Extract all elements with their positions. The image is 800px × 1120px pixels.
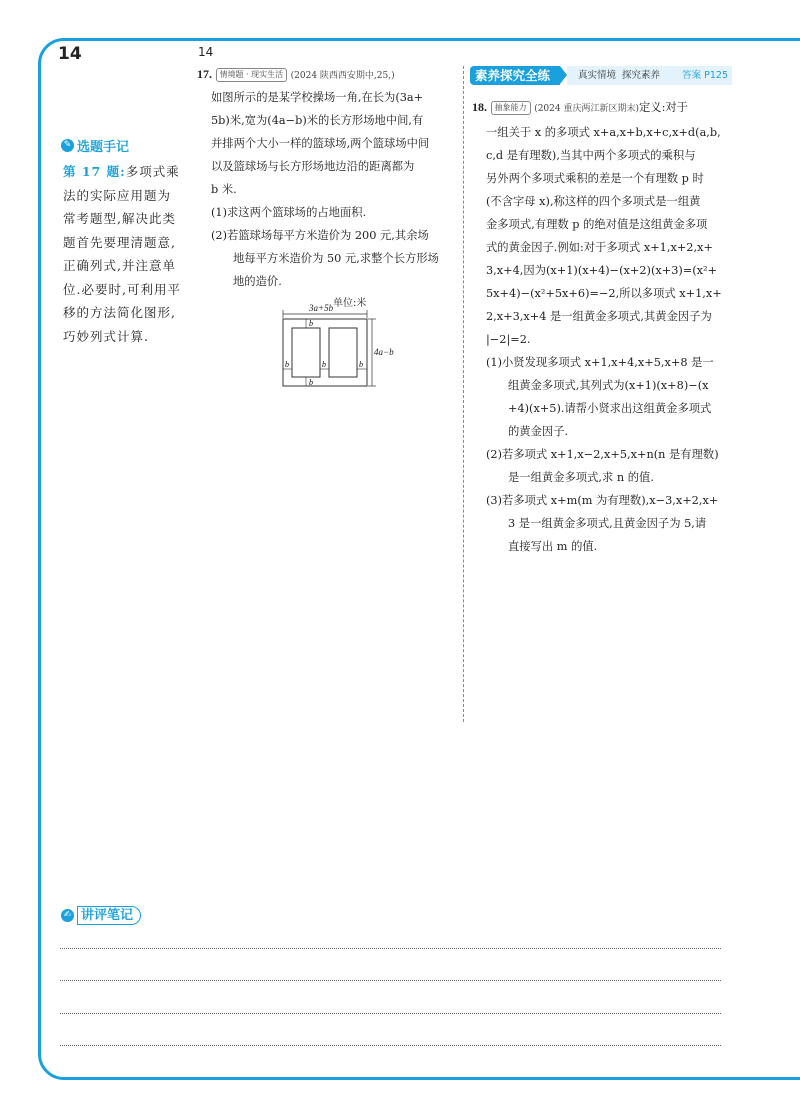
chevron-right-icon [560, 66, 567, 84]
q18-tag: 抽象能力 [491, 101, 531, 115]
sidebar-label: 第 17 题: [63, 164, 126, 179]
page-number: 14 [58, 44, 82, 64]
sidebar-text: 多项式乘法的实际应用题为常考题型,解决此类题首先要理清题意,正确列式,并注意单位.必要时,可利用平移的方法简化图形,巧妙列式计算. [63, 164, 181, 344]
q18-first-line [472, 96, 734, 121]
q18-part1: (1)小贤发现多项式 x+1,x+4,x+5,x+8 是一 [486, 356, 714, 369]
q18-part2: (2)若多项式 x+1,x−2,x+5,x+n(n 是有理数) [486, 448, 719, 461]
note-icon: ✎ [61, 139, 74, 152]
q17-tag: 情境题 · 现实生活 [216, 68, 288, 82]
q18-stem-line: 3,x+4,因为(x+1)(x+4)−(x+2)(x+3)=(x²+ [486, 264, 718, 277]
b-label-bottom: b [309, 378, 313, 387]
q18-stem-line: c,d 是有理数),当其中两个多项式的乘积与 [486, 149, 696, 162]
q18-stem-line: 另外两个多项式乘积的差是一个有理数 p 时 [486, 172, 704, 185]
q17-number: 17. [197, 67, 212, 81]
q18-part3-line: 直接写出 m 的值. [508, 540, 598, 553]
q17-stem [197, 86, 457, 293]
q18-part3: (3)若多项式 x+m(m 为有理数),x−3,x+2,x+ [486, 494, 719, 507]
banner-title: 素养探究全练 [470, 66, 560, 85]
court-left [292, 328, 320, 377]
q17-stem-line: 并排两个大小一样的篮球场,两个篮球场中间 [211, 137, 430, 150]
q17-part2-line: 地每平方米造价为 50 元,求整个长方形场 [233, 252, 439, 265]
q18-part1-line: +4)(x+5).请帮小贤求出这组黄金多项式 [508, 402, 712, 415]
q17-stem-line: 5b)米,宽为(4a−b)米的长方形场地中间,有 [211, 114, 424, 127]
b-label-left: b [285, 360, 289, 369]
q18-stem-line: 2,x+3,x+4 是一组黄金多项式,其黄金因子为 [486, 310, 712, 323]
banner-subtitle: 真实情境 探究素养 [578, 70, 661, 81]
top-dimension-label: 3a+5b [309, 303, 334, 313]
q18-stem-line: 一组关于 x 的多项式 x+a,x+b,x+c,x+d(a,b, [486, 126, 721, 139]
q17-source-end: ) [391, 71, 395, 81]
q18-stem-line: 定义:对于 [638, 101, 688, 114]
answer-reference: 答案 P125 [682, 70, 728, 81]
section-banner [470, 66, 732, 85]
note-line[interactable] [60, 1013, 721, 1014]
question-18 [472, 96, 734, 558]
field-diagram [197, 295, 457, 395]
b-label-middle: b [322, 360, 326, 369]
q17-stem-line: 以及篮球场与长方形场地边沿的距离都为 [211, 160, 415, 173]
column-divider [463, 66, 464, 722]
q18-part3-line: 3 是一组黄金多项式,且黄金因子为 5,请 [508, 517, 707, 530]
q18-stem-line: 金多项式,有理数 p 的绝对值是这组黄金多项 [486, 218, 708, 231]
right-dimension-label: 4a−b [374, 347, 394, 357]
q17-source: (2024 陕西西安期中,25, [290, 71, 392, 81]
q18-stem [472, 121, 734, 558]
q18-stem-line: |−2|=2. [486, 333, 531, 346]
q17-part1: (1)求这两个篮球场的占地面积. [211, 206, 367, 219]
sidebar-title [61, 136, 129, 155]
q18-stem-line: (不含字母 x),称这样的四个多项式是一组黄 [486, 195, 701, 208]
sidebar-title-text: 选题手记 [77, 140, 130, 155]
q18-part1-line: 的黄金因子. [508, 425, 569, 438]
q17-stem-line: b 米. [211, 183, 237, 196]
q17-part2-line: 地的造价. [233, 275, 282, 288]
page-number-small: 14 [198, 45, 214, 59]
unit-label: 单位:米 [333, 298, 367, 309]
q17-header [197, 64, 457, 86]
q17-part2: (2)若篮球场每平方米造价为 200 元,其余场 [211, 229, 429, 242]
court-right [329, 328, 357, 377]
question-17 [197, 64, 457, 395]
note-line[interactable] [60, 948, 721, 949]
b-label-right: b [359, 360, 363, 369]
q18-source: (2024 重庆两江新区期末) [534, 104, 639, 114]
q18-stem-line: 式的黄金因子.例如:对于多项式 x+1,x+2,x+ [486, 241, 713, 254]
note-line[interactable] [60, 980, 721, 981]
q18-part2-line: 是一组黄金多项式,求 n 的值. [508, 471, 654, 484]
q17-stem-line: 如图所示的是某学校操场一角,在长为(3a+ [211, 91, 424, 104]
sidebar-note [63, 160, 183, 348]
notes-title [61, 906, 141, 925]
pen-icon: ✍ [61, 909, 74, 922]
notes-title-text: 讲评笔记 [77, 906, 141, 925]
q18-stem-line: 5x+4)−(x²+5x+6)=−2,所以多项式 x+1,x+ [486, 287, 722, 300]
b-label-top: b [309, 319, 313, 328]
field-outline [283, 319, 367, 386]
q18-part1-line: 组黄金多项式,其列式为(x+1)(x+8)−(x [508, 379, 709, 392]
q18-number: 18. [472, 100, 487, 114]
note-line[interactable] [60, 1045, 721, 1046]
